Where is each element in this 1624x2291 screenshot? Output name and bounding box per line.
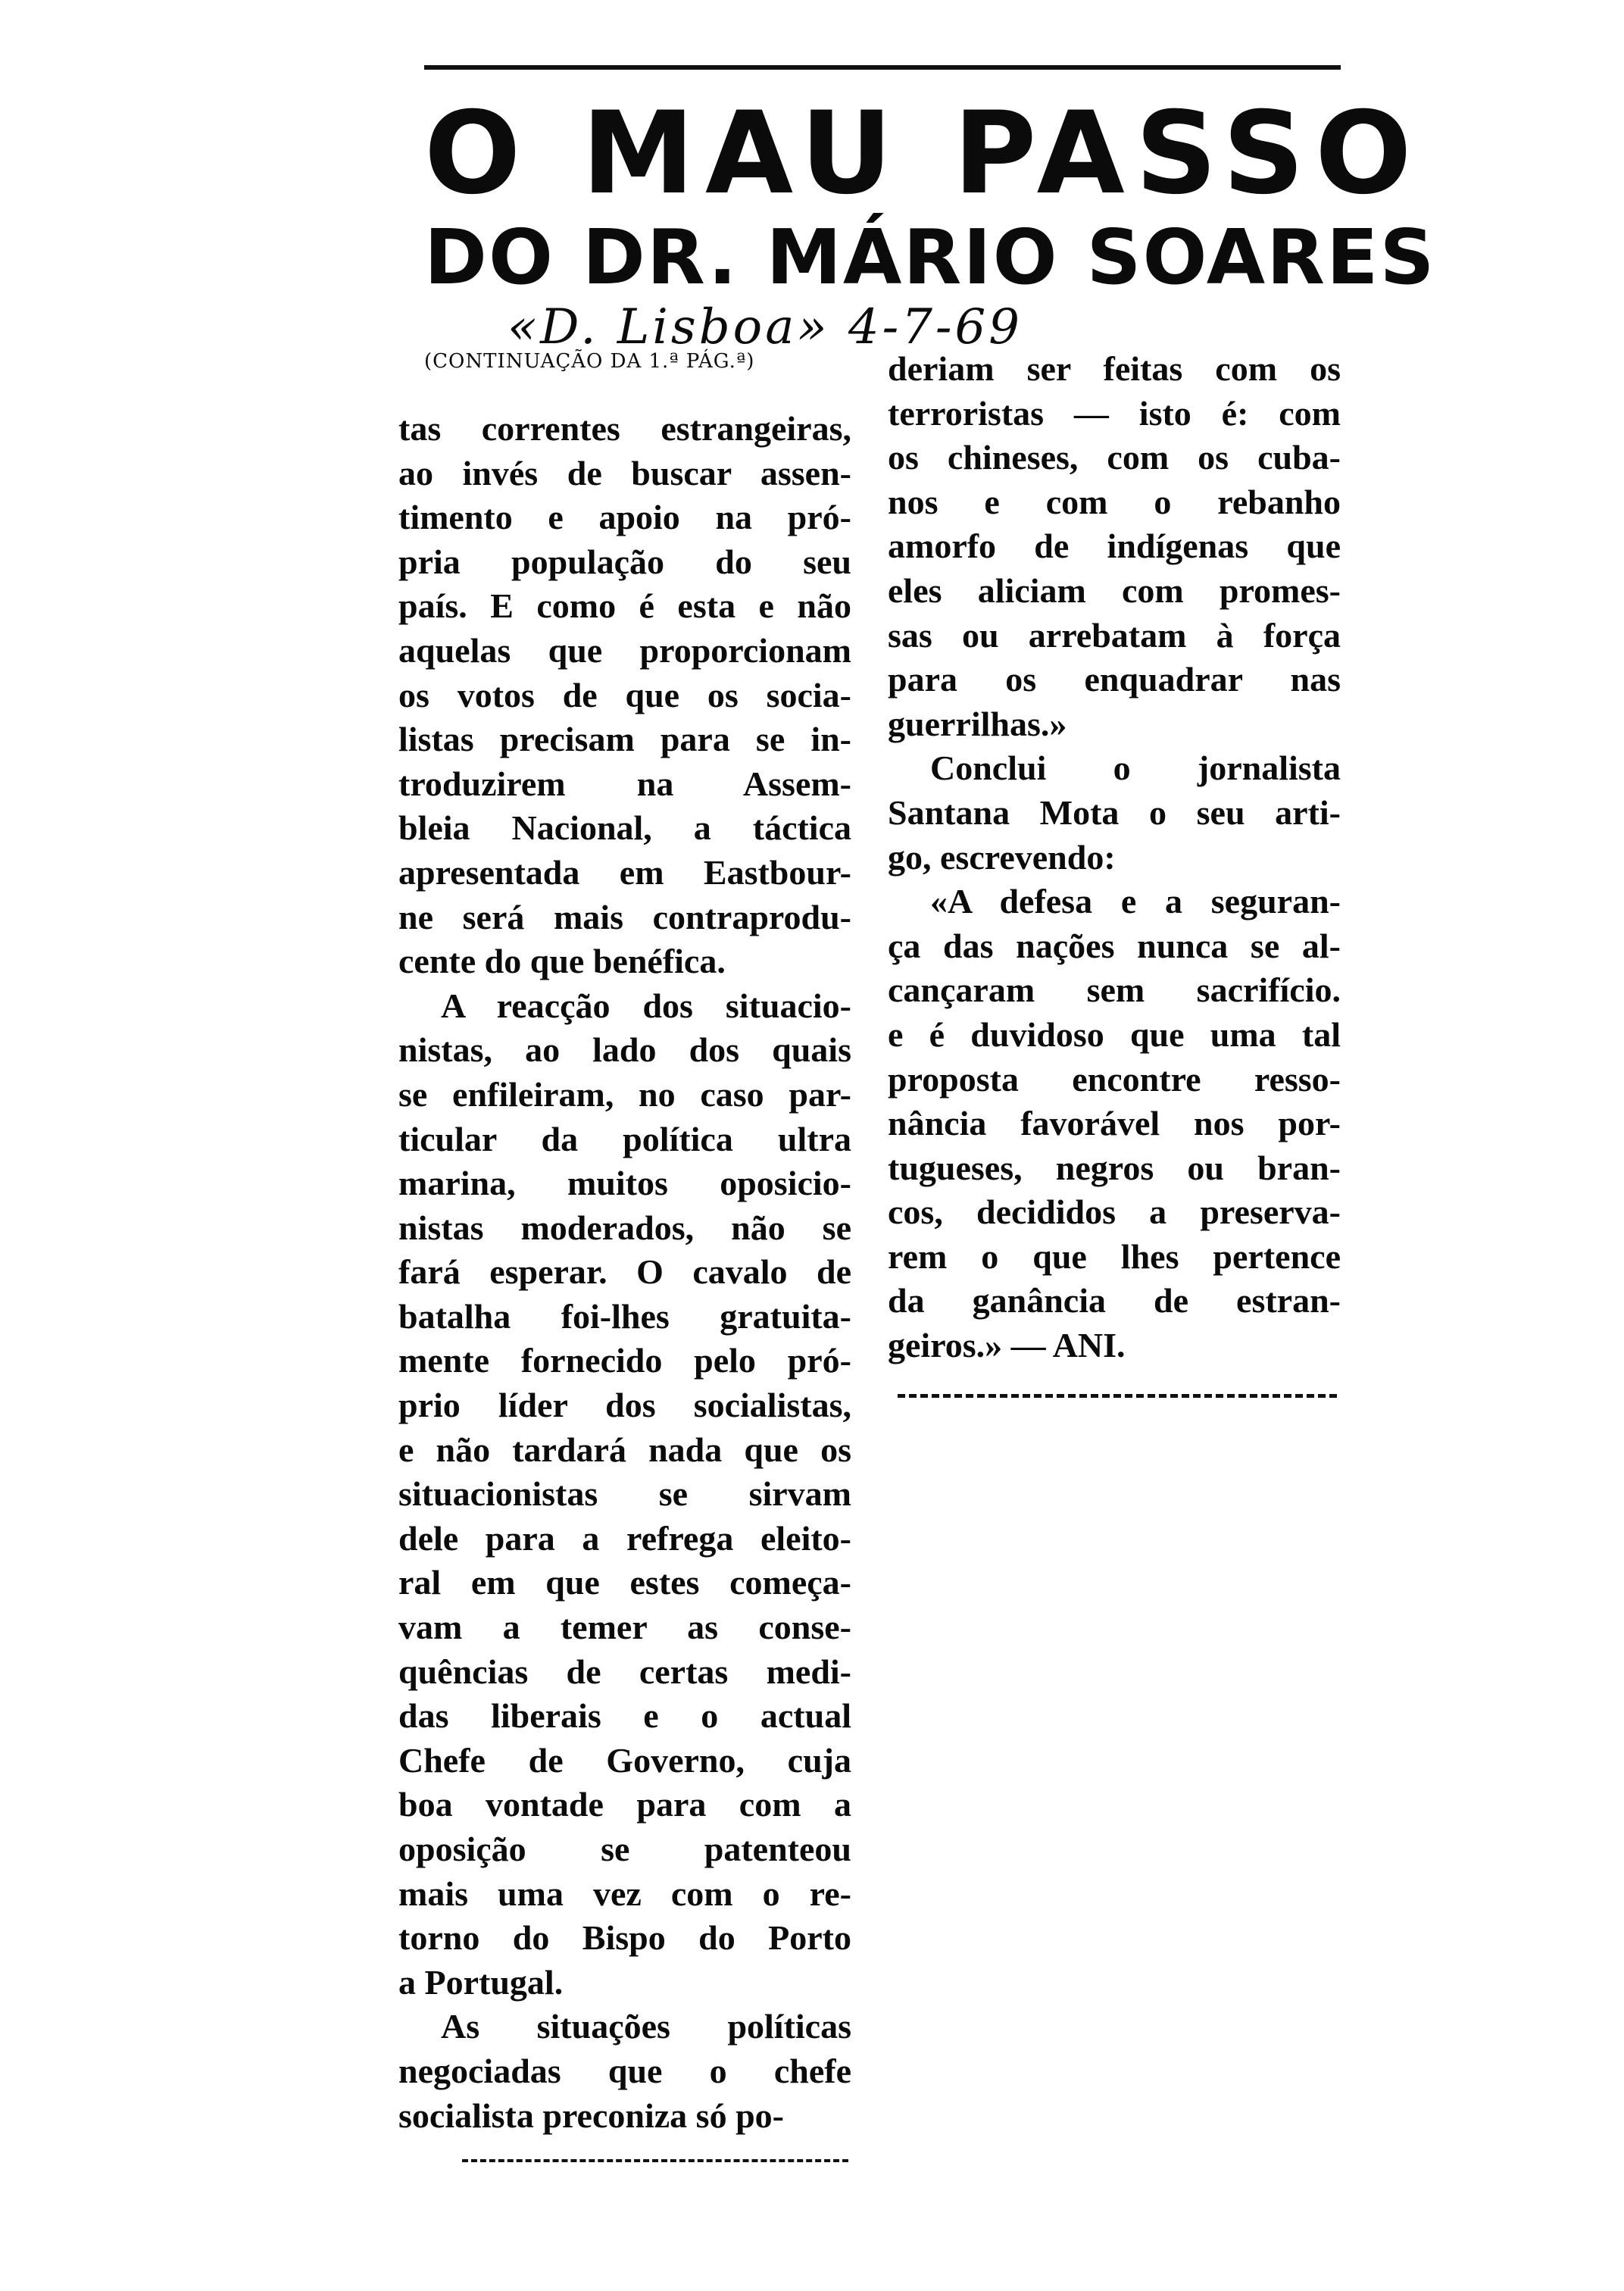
article-line: ne será mais contraprodu- [398, 897, 851, 936]
article-line: proposta encontre resso- [888, 1059, 1341, 1099]
article-line: deriam ser feitas com os [888, 349, 1341, 388]
article-line: ao invés de buscar assen- [398, 453, 851, 492]
article-line: «A defesa e a seguran- [930, 882, 1341, 921]
article-paragraph [888, 880, 1341, 1368]
article-line: nância favorável nos por- [888, 1104, 1341, 1143]
article-line: timento e apoio na pró- [398, 498, 851, 537]
article-line: os votos de que os socia- [398, 675, 851, 714]
article-line: Conclui o jornalista [930, 749, 1341, 788]
article-line: apresentada em Eastbour- [398, 852, 851, 892]
article-line: e não tardará nada que os [398, 1430, 851, 1469]
article-line: cente do que benéfica. [398, 942, 726, 981]
article-line: das liberais e o actual [398, 1696, 851, 1736]
article-line: mais uma vez com o re- [398, 1874, 851, 1913]
article-line: ticular da política ultra [398, 1119, 851, 1158]
article-line: troduzirem na Assem- [398, 764, 851, 803]
article-line: go, escrevendo: [888, 837, 1116, 877]
article-line: nistas, ao lado dos quais [398, 1030, 851, 1070]
article-line: geiros.» — ANI. [888, 1326, 1126, 1365]
article-line: da ganância de estran- [888, 1281, 1341, 1321]
article-line: e é duvidoso que uma tal [888, 1014, 1341, 1054]
article-line: terroristas — isto é: com [888, 393, 1341, 433]
article-line: A reacção dos situacio- [441, 986, 851, 1025]
article-line: rem o que lhes pertence [888, 1236, 1341, 1276]
column-end-rule-right [898, 1394, 1337, 1398]
article-line: negociadas que o chefe [398, 2051, 851, 2090]
article-line: mente fornecido pelo pró- [398, 1341, 851, 1380]
article-line: ça das nações nunca se al- [888, 926, 1341, 965]
article-line: torno do Bispo do Porto [398, 1918, 851, 1958]
article-column-right [888, 347, 1341, 1368]
article-paragraph [398, 2005, 851, 2138]
article-line: boa vontade para com a [398, 1785, 851, 1824]
article-line: dele para a refrega eleito- [398, 1518, 851, 1558]
article-line: vam a temer as conse- [398, 1608, 851, 1647]
continuation-note: (CONTINUAÇÃO DA 1.ª PÁG.ª) [424, 350, 755, 373]
article-line: prio líder dos socialistas, [398, 1386, 851, 1425]
article-line: fará esperar. O cavalo de [398, 1252, 851, 1292]
article-line: tas correntes estrangeiras, [398, 409, 851, 448]
article-line: nistas moderados, não se [398, 1208, 851, 1247]
article-line: marina, muitos oposicio- [398, 1164, 851, 1203]
article-paragraph [398, 984, 851, 2005]
article-line: cos, decididos a preserva- [888, 1192, 1341, 1232]
article-line: guerrilhas.» [888, 704, 1067, 743]
article-line: situacionistas se sirvam [398, 1474, 851, 1514]
article-line: pria população do seu [398, 542, 851, 581]
article-line: Santana Mota o seu arti- [888, 792, 1341, 832]
article-paragraph [398, 407, 851, 984]
column-end-rule-left [462, 2159, 848, 2162]
article-paragraph [888, 347, 1341, 746]
article-line: batalha foi-lhes gratuita- [398, 1296, 851, 1336]
article-line: Chefe de Governo, cuja [398, 1740, 851, 1780]
article-line: tugueses, negros ou bran- [888, 1148, 1341, 1187]
article-line: para os enquadrar nas [888, 660, 1341, 699]
article-line: quências de certas medi- [398, 1652, 851, 1691]
article-line: amorfo de indígenas que [888, 527, 1341, 566]
article-line: As situações políticas [441, 2007, 851, 2046]
article-line: nos e com o rebanho [888, 482, 1341, 521]
top-rule [424, 65, 1341, 70]
handwritten-date-note: «D. Lisboa» 4-7-69 [508, 299, 1023, 355]
article-line: eles aliciam com promes- [888, 570, 1341, 610]
article-column-left [398, 407, 851, 2138]
article-line: país. E como é esta e não [398, 586, 851, 626]
headline-line-2: DO DR. MÁRIO SOARES [424, 213, 1436, 302]
article-paragraph [888, 746, 1341, 880]
article-line: aquelas que proporcionam [398, 630, 851, 670]
article-line: oposição se patenteou [398, 1830, 851, 1868]
headline-line-1: O MAU PASSO [424, 88, 1423, 220]
article-line: listas precisam para se in- [398, 720, 851, 759]
article-line: bleia Nacional, a táctica [398, 808, 851, 848]
article-line: cançaram sem sacrifício. [888, 970, 1341, 1010]
article-line: os chineses, com os cuba- [888, 438, 1341, 477]
article-line: socialista preconiza só po- [398, 2096, 784, 2135]
article-line: a Portugal. [398, 1962, 564, 2002]
article-line: se enfileiram, no caso par- [398, 1074, 851, 1114]
article-line: ral em que estes começa- [398, 1563, 851, 1602]
article-line: sas ou arrebatam à força [888, 615, 1341, 655]
